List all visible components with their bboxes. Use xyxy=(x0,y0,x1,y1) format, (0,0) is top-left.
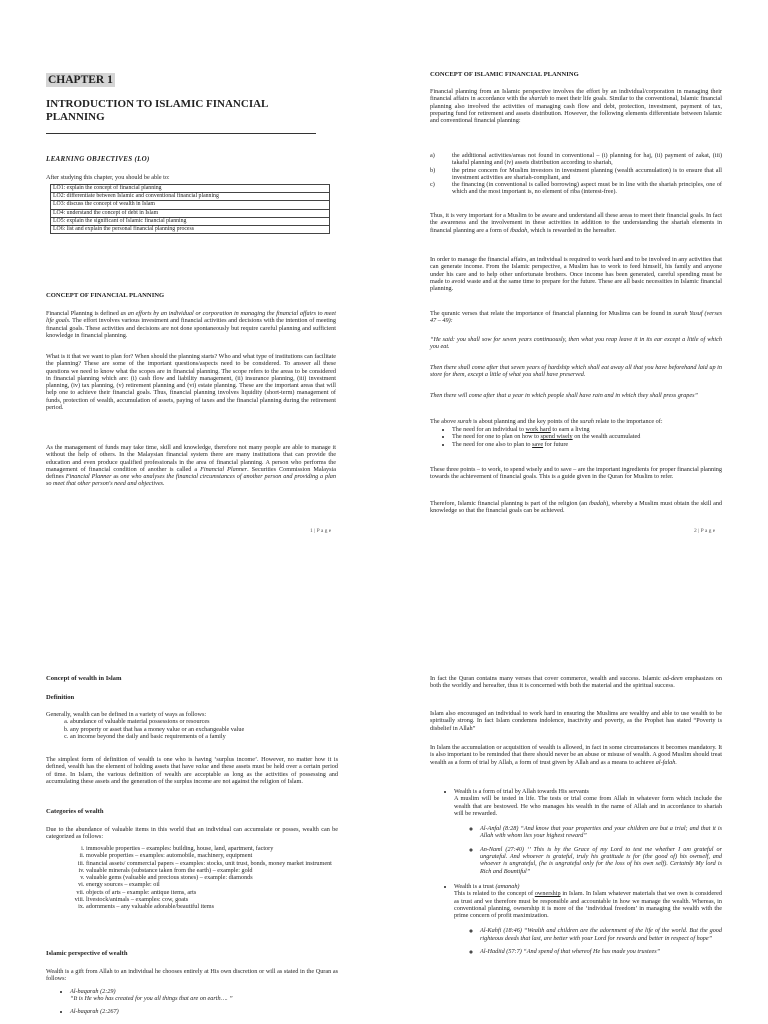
quote: Then there will come after that a year in which people shall have rain and in which they shall press grapes” xyxy=(430,392,698,399)
verse-list xyxy=(46,988,338,1015)
paragraph xyxy=(430,310,722,325)
text-run: work hard xyxy=(525,426,551,433)
list-marker: a) xyxy=(430,152,435,159)
page-number: 2 | P a g e xyxy=(694,528,716,534)
item-text: A muslim will be tested in life. The tests or trial come from Allah in whatever form which include the wealth that are bestowed. He who manages his wealth in the name of Allah and in accordance to shariah will be rewarded. xyxy=(454,795,722,817)
table-cell: LO1: explain the concept of financial planning xyxy=(51,185,330,193)
text-run: Thus, it is very important for a Muslim to be aware and understand all these areas to meet their financial goals. In fact the awareness and the involvement in these activities in addition to the understanding the shariah elements in financial planning are a form of xyxy=(430,212,722,234)
page-number: 1 | P a g e xyxy=(310,528,332,534)
text-run: emphasizes on both the worldly and hereafter, thus it is concerned with both the material and the spiritual success. xyxy=(430,675,722,690)
quote: Then there shall come after that seven years of hardship which shall eat away all that you have beforehand laid up in store for them, except a little of what you shall have preserved. xyxy=(430,364,722,379)
learning-objectives-heading: LEARNING OBJECTIVES (LO) xyxy=(46,155,150,163)
text-run: in Islam. In Islam whatever materials that we own is considered as trust and we therefore must be responsible and accountable in how we manage the wealth. Whereas, in conventional planning, ownership it is more of the ‘individual freedom’ in managing the wealth with the prime concern of profit maximization. xyxy=(454,890,723,920)
text-run: ), whereby a Muslim must obtain the skill and knowledge so that the financial goals can be achieved. xyxy=(430,500,723,515)
list-item: v. valuable gems (valuable and precious stones) – example: diamonds xyxy=(86,874,338,881)
table-row xyxy=(51,209,330,217)
title-divider xyxy=(46,133,316,134)
paragraph: Wealth is a gift from Allah to an individual he chooses entirely at His own discretion or will as stated in the Quran as follows: xyxy=(46,968,338,983)
text-run: shariah xyxy=(528,95,548,103)
text-run: relate to the importance of: xyxy=(593,418,663,425)
text-run: Financial planning from an Islamic perspective involves the effort by an individual/corporation in managing their financial affairs in accordance with the xyxy=(430,88,722,103)
text-run: to earn a living xyxy=(550,426,590,433)
learning-objectives-table xyxy=(50,184,330,234)
paragraph: What is it that we want to plan for? When should the planning starts? Who and what type of institutions can facilitate the planning? These are some of the important questions/aspects need to be considered. To answer all these questions we need to know what the scopes are in financial planning. The scope refers to the areas to be considered in financial planning which are: (i) cash flow and liability management, (ii) insurance planning, (iii) investment planning, (iv) tax planning, (v) retirement planning and (vi) estate planning. These are the important areas that will help one to achieve their financial goals. Thus, financial planning involves liquidity (short-term) management of funds, protection of wealth, accumulation of assets, paying of taxes and the financial planning during the retirement period. xyxy=(46,353,336,412)
paragraph xyxy=(430,88,722,124)
list-item xyxy=(70,1008,338,1015)
list-item: ◦ An-Naml (27:40) ‘’ This is by the Grace of my Lord to test me whether I am grateful or ungrateful. And whoever is grateful, truly his gratitude is for (the good of) his ownself, and whoever is ungrateful, (he is ungrateful only for the loss of his own self). Certainly My lord is Rich and Bountiful” xyxy=(480,846,722,875)
text-run: which is rewarded in the hereafter. xyxy=(528,226,616,234)
list-item xyxy=(70,988,338,1003)
text-run: save xyxy=(532,440,544,448)
table-row xyxy=(51,217,330,225)
item-title xyxy=(454,883,722,890)
page-3 xyxy=(0,648,384,1024)
paragraph xyxy=(430,418,722,425)
text-run: The quranic verses that relate the importance of financial planning for Muslims can be found in xyxy=(430,310,674,317)
list-item xyxy=(454,883,722,955)
lo-lead: After studying this chapter, you should be able to: xyxy=(46,174,170,181)
text-run: ad-deen xyxy=(662,675,683,682)
text-run: is about planning and the key points of the xyxy=(471,418,580,425)
text-run: for future xyxy=(543,440,569,448)
list-item: iv. valuable minerals (substance taken from the earth) – example: gold xyxy=(86,867,338,874)
quote: “He said: you shall sow for seven years continuously, then what you reap leave it in its ear except a little of which you eat. xyxy=(430,336,722,351)
paragraph xyxy=(430,500,722,515)
text-run: surah xyxy=(457,418,472,425)
text-run: Financial Planning is defined xyxy=(46,310,121,317)
text-run: and these assets must be held over a certain period of time. In Islam, the various definition of wealth are acceptable as long as the activities of possessing and accumulating these assets and the generation of the surplus income are not against the religion of Islam. xyxy=(46,763,338,785)
text-run: as xyxy=(111,473,121,481)
list-marker: c) xyxy=(430,181,435,189)
text-run: ibadah, xyxy=(510,226,529,234)
paragraph: These three points – to work, to spend wisely and to save – are the important ingredients for proper financial planning towards the achievement of financial goals. This is a guide given in the Quran for Muslim to refer. xyxy=(430,466,722,481)
list-item: i. immovable properties – examples: building, house, land, apartment, factory xyxy=(86,845,338,852)
list-text: the prime concern for Muslim investors in investment planning (wealth accumulation) is to ensure that all investment activities are shariah-compliant, and xyxy=(452,166,722,181)
page-1 xyxy=(0,0,384,548)
text-run: The above xyxy=(430,418,458,425)
list-item: vi. energy sources – example: oil xyxy=(86,881,338,888)
wealth-nature-list xyxy=(430,788,722,955)
text-run: In fact the Quran contains many verses that cover commerce, wealth and success. Islamic xyxy=(430,675,663,682)
list-item xyxy=(452,426,722,433)
text-run: ibadah xyxy=(588,500,607,507)
list-item xyxy=(452,433,722,440)
paragraph: In order to manage the financial affairs, an individual is required to work hard and to be involved in any activities that can generate income. From the Islamic perspective, a Muslim has to work to feed himself, his family and anyone under his care and to help other unfortunate brothers. Once income has been generated, careful spending must be made to avoid waste and at the same time to prepare for the future. These are all basic necessities in Islamic financial planning. xyxy=(430,256,722,293)
paragraph: Generally, wealth can be defined in a variety of ways as follows: xyxy=(46,711,207,718)
list-item xyxy=(430,167,722,182)
table-row xyxy=(51,226,330,234)
list-item: ◦ Al-Anfal (8:28) “And know that your properties and your children are but a trial; and that it is Allah with whom lies your highest reward” xyxy=(480,825,722,840)
text-run: as an efforts by an individual or corporation in managing the financial affairs to meet life goals. xyxy=(46,310,336,325)
text-run: . Securities Commission Malaysia defines xyxy=(46,465,336,481)
text-run: This is related to the concept of xyxy=(454,890,535,898)
text-run: The effort involves various investment and financial activities and decisions with the intention of meeting financial goals. These activities and decisions are not done spontaneously but require careful planning and sufficient knowledge in financial planning. xyxy=(46,317,336,339)
list-item: a. abundance of valuable material possessions or resources xyxy=(70,718,338,725)
difference-list xyxy=(430,152,722,196)
chapter-title: INTRODUCTION TO ISLAMIC FINANCIAL PLANNING xyxy=(46,98,268,123)
list-item xyxy=(452,441,722,448)
paragraph: Islam also encouraged an individual to work hard in ensuring the Muslims are wealthy and able to use wealth to be spiritually strong. In fact Islam condemns indolence, inactivity and poverty, as the Prophet has stated “Poverty is disbelief in Allah” xyxy=(430,710,722,732)
text-run: Financial Planner xyxy=(200,465,248,473)
table-row xyxy=(51,193,330,201)
verse-reference: Al-baqarah (2:267) xyxy=(70,1007,119,1015)
categories-heading: Categories of wealth xyxy=(46,808,104,815)
text-run: The need for one also to plan to xyxy=(452,440,533,448)
table-cell: LO2: differentiate between Islamic and conventional financial planning xyxy=(51,193,330,201)
text-run: Therefore, Islamic financial planning is part of the religion (an xyxy=(430,500,589,507)
list-item: iii. financial assets/ commercial papers – examples: stocks, unit trust, bonds, money market instrument xyxy=(86,860,338,867)
list-item xyxy=(430,181,722,196)
table-row xyxy=(51,185,330,193)
paragraph xyxy=(430,212,722,234)
list-item xyxy=(430,152,722,167)
list-item: ix. adornments – any valuable adorable/beautiful items xyxy=(86,903,338,910)
list-text: the additional activities/areas not found in conventional – (i) planning for haj, (ii) payment of zakat, (iii) takaful planning and (iv) assets distribution according to shariah, xyxy=(452,152,722,167)
text-run: The need for one to plan on how to xyxy=(452,433,541,441)
table-cell: LO3: discuss the concept of wealth in Islam xyxy=(51,201,330,209)
item-title: • Wealth is a form of trial by Allah towards His servants xyxy=(454,788,589,795)
text-run: (amanah) xyxy=(495,882,520,890)
text-run: Wealth is a trust xyxy=(454,882,496,890)
list-item: c. an income beyond the daily and basic requirements of a family xyxy=(70,733,338,740)
list-text: the financing (in conventional is called borrowing) aspect must be in line with the shariah principles, one of which and the most important is, no element of riba (interest-free). xyxy=(452,181,722,196)
table-cell: LO5: explain the significant of Islamic financial planning xyxy=(51,217,330,225)
text-run: As the management of funds may take time, skill and knowledge, therefore not many people are able to manage it without the help of others. In the Malaysian financial system there are many institutions that can provide the education and even produce qualified professionals in the area of financial planning. A person who performs the management of financial condition of another is called a xyxy=(46,444,336,473)
page-4 xyxy=(384,648,768,1024)
list-item: ii. movable properties – examples: automobile, machinery, equipment xyxy=(86,852,338,859)
wealth-concept-heading: Concept of wealth in Islam xyxy=(46,675,122,682)
paragraph xyxy=(46,444,336,488)
verse-reference: Al-baqarah (2:29) xyxy=(70,988,116,995)
key-points-list xyxy=(430,426,722,448)
list-marker: b) xyxy=(430,166,436,174)
paragraph xyxy=(46,756,338,785)
text-run: surah Yusuf (verses 47 – 49): xyxy=(430,310,723,325)
table-cell: LO6: list and explain the personal financial planning process xyxy=(51,226,330,234)
text-run: spend wisely xyxy=(540,433,573,441)
list-item: b. any property or asset that has a money value or an exchangeable value xyxy=(70,726,338,733)
list-item xyxy=(454,788,722,875)
definition-heading: Definition xyxy=(46,694,75,701)
text-run: on the wealth accumulated xyxy=(572,433,641,441)
item-text xyxy=(454,890,722,919)
text-run: In Islam the accumulation or acquisition of wealth is allowed, in fact in some circumstances it becomes mandatory. It is also important to be reminded that there should never be an abuse or misuse of wealth. A good Muslim should treat wealth as a form of trial by Allah, a form of trust given by Allah and as a means to achieve xyxy=(430,744,722,766)
paragraph: Due to the abundance of valuable items in this world that an individual can accumulate or posses, wealth can be categorized as follows: xyxy=(46,826,338,841)
definition-section xyxy=(46,711,338,740)
text-run: to meet their life goals. Similar to the conventional, Islamic financial planning also involved the activities of managing cash flow and debt, protection, investment, payment of tax, preparing fund for retirement and assets distribution. However, the following elements differentiate between Islamic and conventional financial planning: xyxy=(430,95,722,125)
text-run: al-falah. xyxy=(655,758,677,766)
islamic-perspective-heading: Islamic perspective of wealth xyxy=(46,950,128,957)
text-run: Financial Planner xyxy=(65,473,112,481)
list-item: ◦ Al-Hadiid (57:7) “And spend of that whereof He has made you trustees” xyxy=(480,948,722,955)
paragraph xyxy=(430,744,722,766)
verse-text: “It is He who has created for you all things that are on earth…. ” xyxy=(70,995,233,1003)
list-item: ◦ Al-Kahfi (18:46) “Wealth and children are the adornment of the life of the world. But the good righteous deeds that last, are better with your Lord for rewards and better in respect of hope” xyxy=(480,927,722,942)
text-run: The need for an individual to xyxy=(452,426,526,433)
text-run: one who analyses the financial circumstances of another person and providing a plan so meet that other person's need and objectives. xyxy=(46,473,336,488)
paragraph xyxy=(46,310,336,339)
text-run: surah xyxy=(579,418,594,425)
text-run: value xyxy=(195,763,209,771)
table-cell: LO4: understand the concept of debt in Islam xyxy=(51,209,330,217)
table-row xyxy=(51,201,330,209)
islamic-planning-heading: CONCEPT OF ISLAMIC FINANCIAL PLANNING xyxy=(430,71,579,78)
concept-heading: CONCEPT OF FINANCIAL PLANNING xyxy=(46,292,165,299)
paragraph xyxy=(430,675,722,690)
text-run: ownership xyxy=(534,890,561,898)
list-item: vii. objects of arts – example: antique items, arts xyxy=(86,889,338,896)
text-run: The simplest form of definition of wealth is one who is having ‘surplus income’. However, no matter how it is defined, wealth has the element of holding assets that have xyxy=(46,756,338,771)
page-2 xyxy=(384,0,768,548)
list-item: viii. livestock/animals – examples: cow, goats xyxy=(86,896,338,903)
categories-list xyxy=(46,845,338,911)
chapter-label: CHAPTER 1 xyxy=(48,74,113,86)
